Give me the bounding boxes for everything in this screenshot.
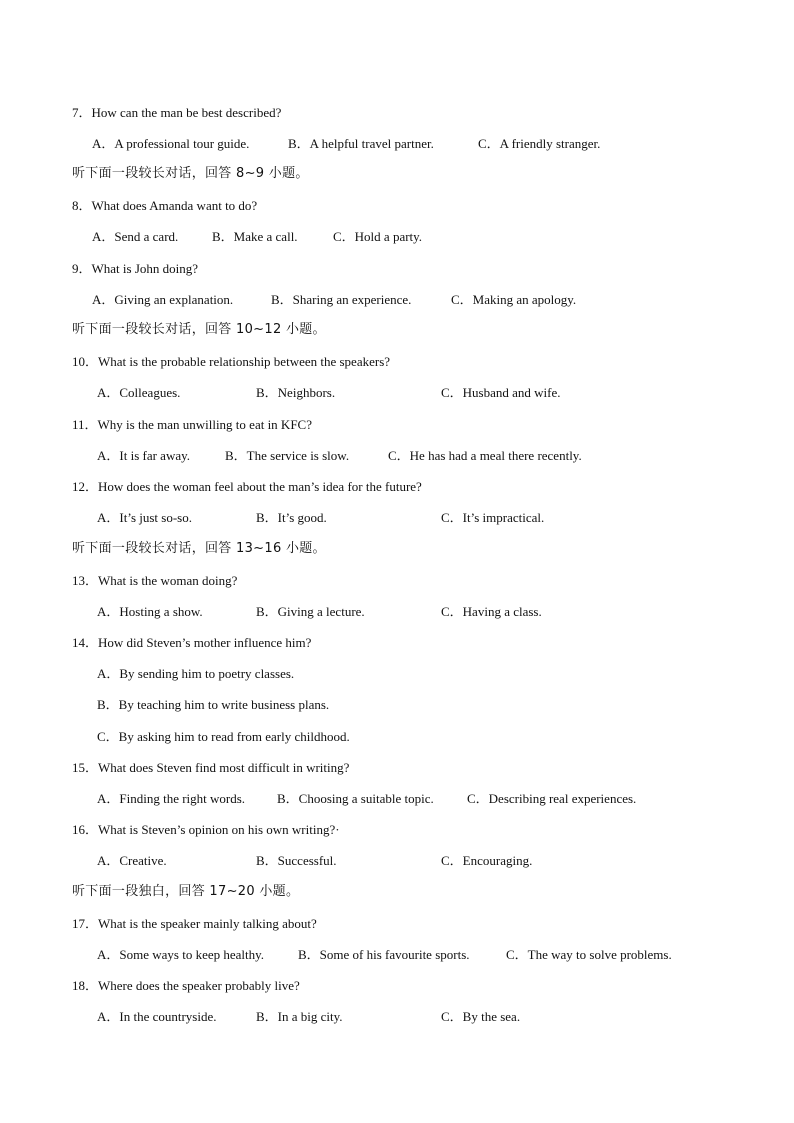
option-a: A．By sending him to poetry classes. — [97, 666, 295, 681]
option-c: C．By the sea. — [441, 1009, 521, 1024]
option-c: C．A friendly stranger. — [478, 136, 601, 151]
option-b: B．Some of his favourite sports. — [298, 947, 470, 962]
option-a: A．It is far away. — [97, 448, 191, 463]
option-c: C．Describing real experiences. — [467, 791, 637, 806]
option-b: B．Make a call. — [212, 229, 298, 244]
option-c: C．Having a class. — [441, 604, 542, 619]
option-a: A．Send a card. — [92, 229, 179, 244]
option-b: B．In a big city. — [256, 1009, 343, 1024]
question-8: 8．What does Amanda want to do? — [72, 198, 258, 213]
option-a: A．In the countryside. — [97, 1009, 217, 1024]
option-a: A．A professional tour guide. — [92, 136, 250, 151]
option-b: B．The service is slow. — [225, 448, 350, 463]
option-c: C．He has had a meal there recently. — [388, 448, 582, 463]
option-c: C．By asking him to read from early childhood. — [97, 729, 350, 744]
section-heading: 听下面一段独白，回答 17~20 小题。 — [72, 884, 300, 899]
question-11: 11．Why is the man unwilling to eat in KFC? — [72, 417, 312, 432]
option-a: A．Finding the right words. — [97, 791, 246, 806]
option-b: B．It’s good. — [256, 510, 327, 525]
option-c: C．Encouraging. — [441, 853, 533, 868]
option-a: A．Creative. — [97, 853, 167, 868]
section-heading: 听下面一段较长对话，回答 10~12 小题。 — [72, 322, 326, 337]
option-a: A．It’s just so-so. — [97, 510, 192, 525]
question-18: 18．Where does the speaker probably live? — [72, 978, 300, 993]
section-heading: 听下面一段较长对话，回答 8~9 小题。 — [72, 166, 309, 181]
option-a: A．Giving an explanation. — [92, 292, 234, 307]
option-c: C．It’s impractical. — [441, 510, 545, 525]
option-a: A．Some ways to keep healthy. — [97, 947, 265, 962]
option-b: B．Giving a lecture. — [256, 604, 365, 619]
question-13: 13．What is the woman doing? — [72, 573, 238, 588]
option-c: C．Husband and wife. — [441, 385, 561, 400]
question-7: 7．How can the man be best described? — [72, 105, 282, 120]
question-12: 12．How does the woman feel about the man’s idea for the future? — [72, 479, 422, 494]
question-17: 17．What is the speaker mainly talking about? — [72, 916, 317, 931]
question-10: 10．What is the probable relationship between the speakers? — [72, 354, 391, 369]
section-heading: 听下面一段较长对话，回答 13~16 小题。 — [72, 541, 326, 556]
option-c: C．The way to solve problems. — [506, 947, 672, 962]
option-b: B．Sharing an experience. — [271, 292, 412, 307]
option-c: C．Making an apology. — [451, 292, 577, 307]
question-9: 9．What is John doing? — [72, 261, 199, 276]
option-b: B．A helpful travel partner. — [288, 136, 434, 151]
option-b: B．Successful. — [256, 853, 337, 868]
option-c: C．Hold a party. — [333, 229, 423, 244]
option-a: A．Hosting a show. — [97, 604, 203, 619]
option-a: A．Colleagues. — [97, 385, 181, 400]
question-14: 14．How did Steven’s mother influence him? — [72, 635, 312, 650]
question-16: 16．What is Steven’s opinion on his own writing?· — [72, 822, 340, 837]
question-15: 15．What does Steven find most difficult in writing? — [72, 760, 350, 775]
option-b: B．By teaching him to write business plans. — [97, 697, 330, 712]
option-b: B．Neighbors. — [256, 385, 336, 400]
option-b: B．Choosing a suitable topic. — [277, 791, 434, 806]
